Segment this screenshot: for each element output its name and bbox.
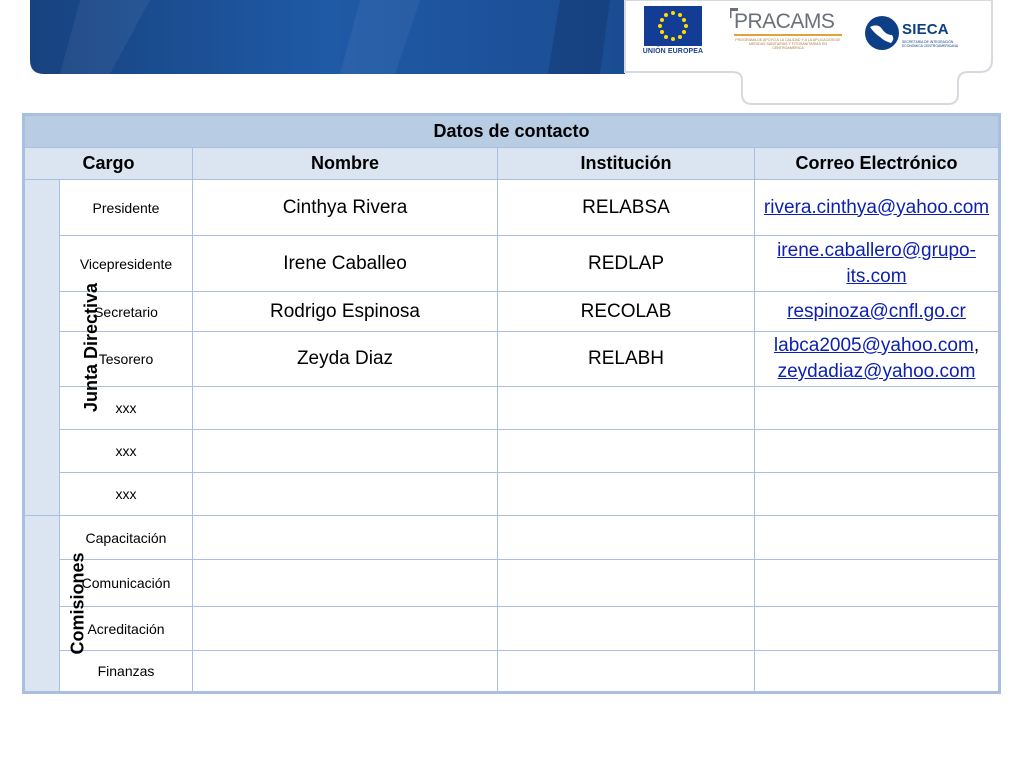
email-link[interactable]: labca2005@yahoo.com (773, 335, 974, 356)
institucion-cell: RELABH (498, 332, 755, 387)
correo-cell (755, 516, 999, 560)
nombre-cell (193, 560, 498, 607)
cargo-cell: xxx (60, 473, 193, 516)
email-separator: , (973, 335, 980, 356)
group-label: Junta Directiva (81, 282, 102, 413)
institucion-cell (498, 516, 755, 560)
nombre-cell: Zeyda Diaz (193, 332, 498, 387)
sieca-name: SIECA (902, 21, 949, 38)
institucion-cell: RELABSA (498, 180, 755, 236)
table-title: Datos de contacto (25, 116, 999, 148)
email-link[interactable]: zeydadiaz@yahoo.com (777, 361, 976, 382)
table-row (25, 560, 999, 607)
eu-label: UNIÓN EUROPEA (642, 48, 704, 55)
header-correo: Correo Electrónico (755, 148, 999, 180)
eu-logo (640, 4, 706, 62)
sieca-logo (862, 10, 958, 56)
nombre-cell (193, 651, 498, 692)
nombre-cell (193, 607, 498, 651)
correo-cell (755, 387, 999, 430)
institucion-cell (498, 651, 755, 692)
institucion-cell (498, 430, 755, 473)
institucion-cell (498, 473, 755, 516)
nombre-cell: Cinthya Rivera (193, 180, 498, 236)
sieca-tagline: SECRETARÍA DE INTEGRACIÓN ECONÓMICA CENTROAMERICANA (902, 40, 959, 48)
cargo-cell: Presidente (60, 180, 193, 236)
table-row (25, 430, 999, 473)
pracams-logo (728, 8, 844, 60)
correo-cell (755, 236, 999, 292)
table-row (25, 516, 999, 560)
email-link[interactable]: irene.caballero@grupo-its.com (777, 239, 976, 287)
table-row (25, 180, 999, 236)
correo-cell (755, 180, 999, 236)
correo-cell (755, 430, 999, 473)
correo-cell (755, 607, 999, 651)
eu-flag-icon (644, 6, 702, 46)
header-banner (0, 0, 1024, 110)
correo-cell (755, 332, 999, 387)
nombre-cell: Irene Caballeo (193, 236, 498, 292)
group-comisiones (25, 516, 88, 692)
header-institucion: Institución (498, 148, 755, 180)
header-nombre: Nombre (193, 148, 498, 180)
nombre-cell: Rodrigo Espinosa (193, 292, 498, 332)
table-row (25, 332, 999, 387)
cargo-cell: Tesorero (60, 332, 193, 387)
group-label: Comisiones (67, 552, 88, 655)
table-row (25, 473, 999, 516)
institucion-cell: RECOLAB (498, 292, 755, 332)
cargo-cell: Vicepresidente (60, 236, 193, 292)
cargo-cell: Finanzas (60, 651, 193, 692)
nombre-cell (193, 516, 498, 560)
contacts-table (24, 115, 999, 692)
group-junta-directiva (25, 180, 102, 516)
cargo-cell: Capacitación (60, 516, 193, 560)
institucion-cell (498, 607, 755, 651)
title-row (25, 116, 999, 148)
nombre-cell (193, 430, 498, 473)
email-link[interactable]: respinoza@cnfl.go.cr (787, 300, 966, 322)
sieca-emblem-icon (864, 15, 900, 51)
institucion-cell (498, 560, 755, 607)
cargo-cell: xxx (60, 430, 193, 473)
cargo-cell: Comunicación (60, 560, 193, 607)
table-row (25, 607, 999, 651)
correo-cell (755, 473, 999, 516)
pracams-name: PRACAMS (734, 10, 835, 33)
cargo-cell: Acreditación (60, 607, 193, 651)
correo-cell (755, 651, 999, 692)
correo-cell (755, 292, 999, 332)
institucion-cell (498, 387, 755, 430)
pracams-tagline: PROGRAMA DE APOYO A LA CALIDAD Y A LA APLICACIÓN DE MEDIDAS SANITARIAS Y FITOSANITARIAS EN CENTROAMÉRICA (735, 38, 841, 51)
table-row (25, 236, 999, 292)
pracams-bar (734, 34, 842, 36)
cargo-cell: xxx (60, 387, 193, 430)
cargo-cell: Secretario (60, 292, 193, 332)
correo-cell (755, 560, 999, 607)
header-row (25, 148, 999, 180)
nombre-cell (193, 473, 498, 516)
header-cargo: Cargo (25, 148, 193, 180)
nombre-cell (193, 387, 498, 430)
table-row (25, 292, 999, 332)
table-row (25, 651, 999, 692)
table-row (25, 387, 999, 430)
email-link[interactable]: rivera.cinthya@yahoo.com (763, 196, 990, 218)
institucion-cell: REDLAP (498, 236, 755, 292)
